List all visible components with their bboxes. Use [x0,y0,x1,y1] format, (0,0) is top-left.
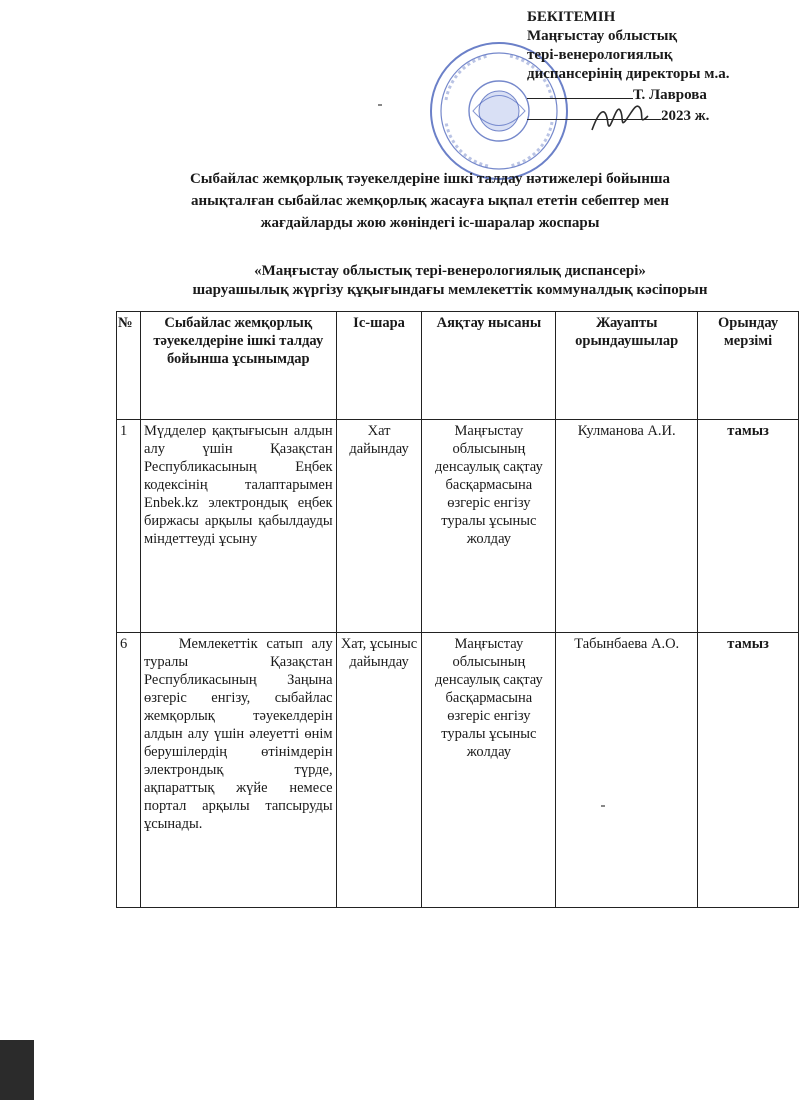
table-row [117,633,799,908]
approval-line-2: тері-венерологиялық [527,47,673,63]
scan-edge-shadow [0,1040,34,1100]
row-action: Хат дайындау [336,420,422,633]
row-num: 6 [117,633,141,908]
table-header-row [117,312,799,420]
approval-line-3: диспансерінің директоры м.а. [527,66,730,82]
row-action: Хат, ұсыныс дайындау [336,633,422,908]
row-deadline: тамыз [698,420,799,633]
table-row [117,420,799,633]
header-deadline: Орындау мерзімі [698,312,799,420]
row-recommendation: Мүдделер қақтығысын алдын алу үшін Қазақстан Республикасының Еңбек кодексінің талаптарымен Enbek.kz электрондық еңбек биржасы арқылы қабылдауды міндеттеуді ұсыну [140,420,336,633]
header-recommendation: Сыбайлас жемқорлық тәуекелдеріне ішкі талдау бойынша ұсынымдар [140,312,336,420]
approval-heading: БЕКІТЕМІН [527,9,616,25]
row-completion: Маңғыстау облысының денсаулық сақтау басқармасына өзгеріс енгізу туралы ұсыныс жолдау [422,420,556,633]
approval-year-line [527,105,797,126]
approval-block [527,8,797,126]
action-plan-table [116,311,799,908]
header-completion: Аяқтау нысаны [422,312,556,420]
subtitle-line-1: «Маңғыстау облыстық тері-венерологиялық диспансері» [254,263,646,279]
title-line-1: Сыбайлас жемқорлық тәуекелдеріне ішкі талдау нәтижелері бойынша [189,171,671,187]
subtitle-line-2: шаруашылық жүргізу құқығындағы мемлекеттік коммуналдық кәсіпорын [192,282,708,298]
approval-signer-line [527,84,797,105]
date-blank [527,105,661,120]
row-deadline: тамыз [698,633,799,908]
scan-speck [378,104,382,106]
header-responsible: Жауапты орындаушылар [556,312,698,420]
organization-name [110,262,790,300]
signature-blank [527,84,633,99]
row-responsible: Табынбаева А.О. [556,633,698,908]
row-num: 1 [117,420,141,633]
title-line-2: анықталған сыбайлас жемқорлық жасауға ықпал ететін себептер мен [191,193,669,209]
approval-year: 2023 ж. [661,108,710,124]
header-num: № [117,312,141,420]
row-responsible: Кулманова А.И. [556,420,698,633]
title-line-3: жағдайларды жою жөніндегі іс-шаралар жоспары [260,215,600,231]
approval-signer: Т. Лаврова [633,87,707,103]
row-recommendation: Мемлекеттік сатып алу туралы Қазақстан Республикасының Заңына өзгеріс енгізу, сыбайлас жемқорлық тәуекелдерін алдын алу үшін әлеуетті өнім берушілердің өтінімдерін электрондық түрде, ақпараттық жүйе немесе портал арқылы тапсыруды ұсынады. [140,633,336,908]
scan-speck [601,805,605,807]
document-title [120,168,740,234]
header-action: Іс-шара [336,312,422,420]
approval-line-1: Маңғыстау облыстық [527,28,678,44]
row-completion: Маңғыстау облысының денсаулық сақтау басқармасына өзгеріс енгізу туралы ұсыныс жолдау [422,633,556,908]
